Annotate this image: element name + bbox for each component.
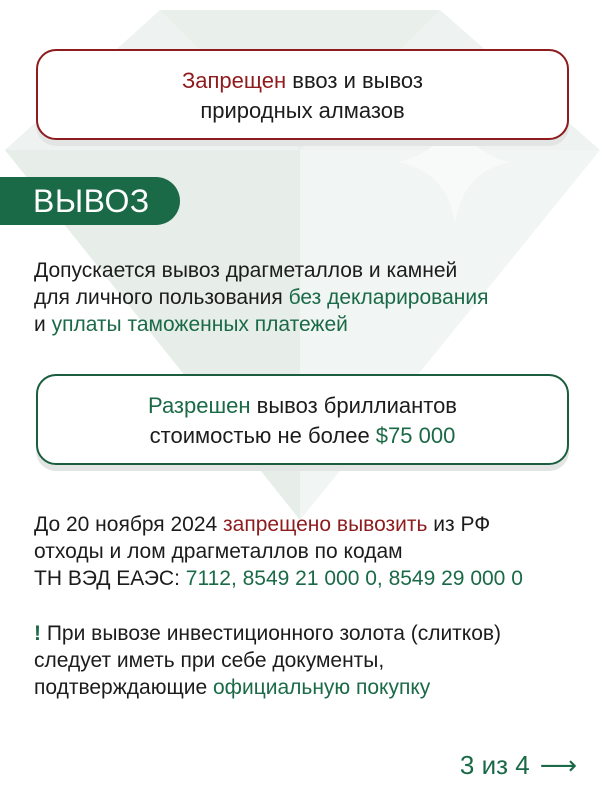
banned-highlight: Запрещен — [181, 68, 287, 93]
allowed-highlight: Разрешен — [148, 393, 251, 418]
no-declaration-highlight: без декларирования — [288, 286, 489, 309]
banned-line-1: Запрещен ввоз и вывоз — [181, 68, 423, 93]
section-title: ВЫВОЗ — [0, 177, 180, 225]
banned-notice-box — [36, 49, 569, 140]
banned-line-2: природных алмазов — [200, 98, 405, 123]
allowed-notice-box: Разрешен вывоз бриллиантов стоимостью не более $75 000 — [36, 374, 569, 465]
ban-highlight: запрещено вывозить — [223, 513, 428, 536]
arrow-right-icon[interactable]: ⟶ — [539, 750, 577, 780]
limit-amount: $75 000 — [375, 423, 456, 448]
ban-deadline-paragraph: До 20 ноября 2024 запрещено вывозить из РФ отходы и лом драгметаллов по кодам ТН ВЭД ЕАЭС: 7112, 8549 21 000 0, 8549 29 000 0 — [34, 513, 523, 590]
gold-documents-paragraph: ! При вывозе инвестиционного золота (слитков) следует иметь при себе документы, подтверждающие официальную покупку — [34, 622, 502, 699]
exclamation-icon: ! — [34, 622, 41, 645]
allowed-export-paragraph: Допускается вывоз драгметаллов и камней для личного пользования без декларирования и уплаты таможенных платежей — [34, 259, 489, 336]
page-counter: 3 из 4 — [459, 750, 530, 780]
no-duties-highlight: уплаты таможенных платежей — [51, 313, 348, 336]
page-indicator[interactable] — [460, 750, 577, 781]
customs-codes: 7112, 8549 21 000 0, 8549 29 000 0 — [185, 567, 523, 590]
official-purchase-highlight: официальную покупку — [213, 676, 431, 699]
